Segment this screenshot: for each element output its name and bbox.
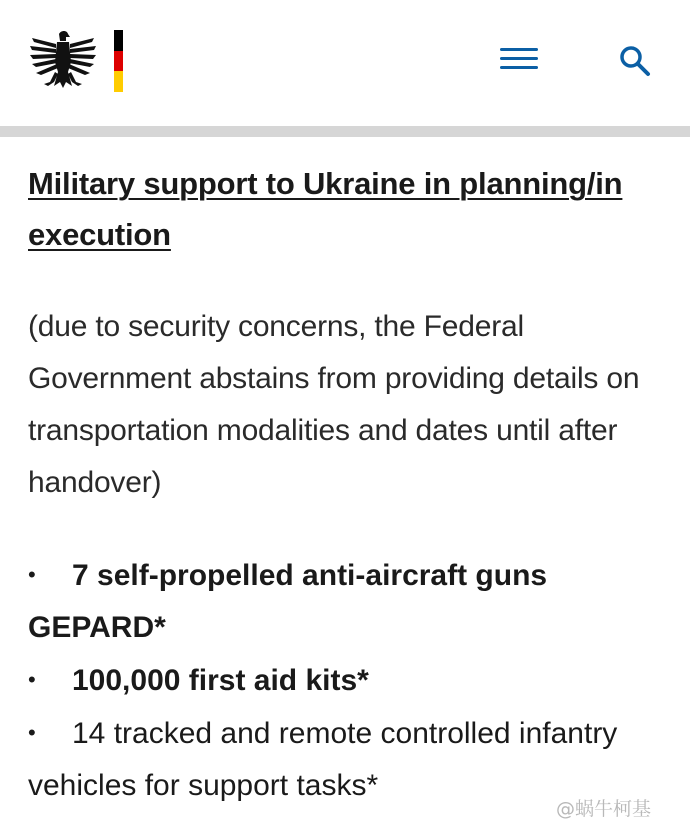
menu-line — [500, 66, 538, 69]
flag-black-stripe — [114, 30, 123, 51]
list-item — [28, 549, 668, 654]
list-item-text: 7 self-propelled anti-aircraft guns GEPARD* — [28, 559, 548, 644]
support-item-list — [28, 549, 668, 812]
menu-line — [500, 57, 538, 60]
german-flag-bar — [114, 30, 123, 92]
menu-line — [500, 48, 538, 51]
article-content — [28, 158, 668, 812]
bullet-icon: • — [28, 562, 36, 587]
header-divider — [0, 126, 690, 137]
federal-eagle-icon[interactable] — [28, 28, 98, 94]
article-note: (due to security concerns, the Federal Government abstains from providing details on transportation modalities and dates until after handover) — [28, 310, 640, 499]
bullet-icon: • — [28, 720, 36, 745]
list-item — [28, 654, 668, 707]
site-header — [0, 0, 690, 126]
flag-gold-stripe — [114, 71, 123, 92]
flag-red-stripe — [114, 51, 123, 72]
watermark-text: @蜗牛柯基 — [556, 798, 652, 820]
bullet-icon: • — [28, 667, 36, 692]
article-headline[interactable]: Military support to Ukraine in planning/in execution — [28, 166, 623, 252]
list-item-text: 100,000 first aid kits* — [72, 664, 369, 697]
search-icon[interactable] — [618, 44, 652, 78]
list-item-text: 14 tracked and remote controlled infantry vehicles for support tasks* — [28, 717, 618, 802]
hamburger-menu-icon[interactable] — [500, 48, 538, 74]
